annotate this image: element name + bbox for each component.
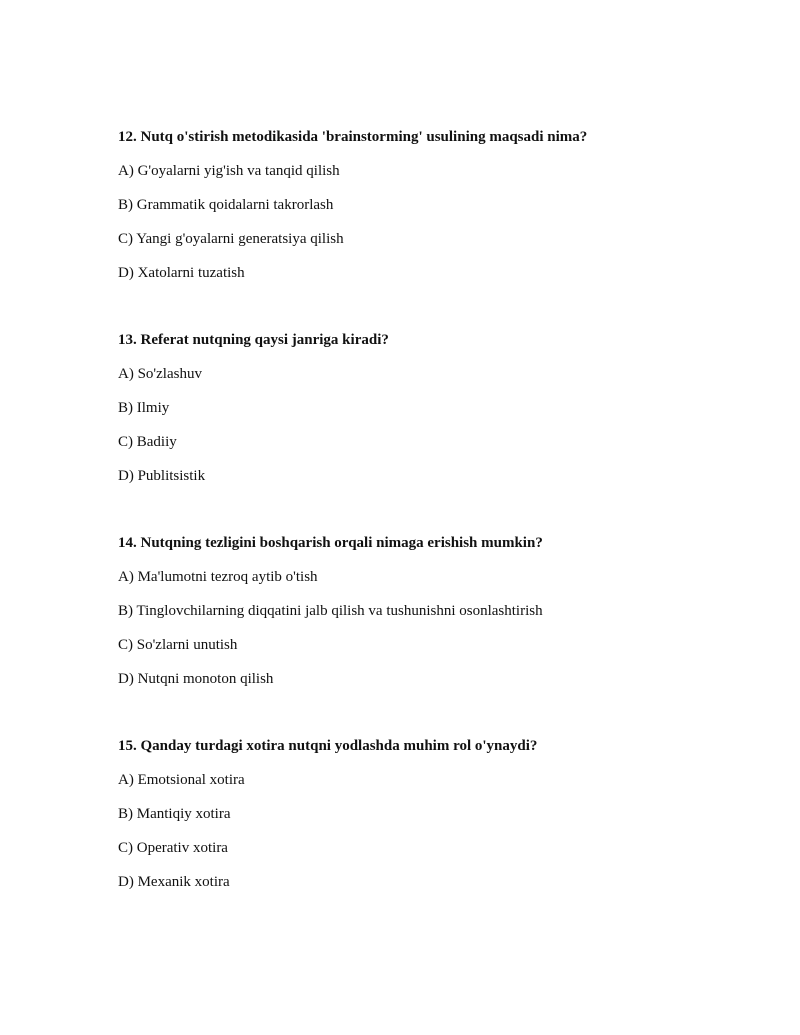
- question-12: [118, 127, 758, 297]
- option-d: D) Mexanik xotira: [118, 874, 230, 890]
- option-a: A) So'zlashuv: [118, 366, 202, 382]
- option-a: A) Emotsional xotira: [118, 772, 245, 788]
- question-text: 12. Nutq o'stirish metodikasida 'brainstorming' usulining maqsadi nima?: [118, 129, 588, 145]
- question-text: 13. Referat nutqning qaysi janriga kiradi?: [118, 332, 389, 348]
- question-14: [118, 533, 758, 703]
- option-c: C) Yangi g'oyalarni generatsiya qilish: [118, 231, 344, 247]
- option-c: C) So'zlarni unutish: [118, 637, 238, 653]
- option-b: B) Ilmiy: [118, 400, 170, 416]
- option-c: C) Badiiy: [118, 434, 177, 450]
- question-text: 15. Qanday turdagi xotira nutqni yodlashda muhim rol o'ynaydi?: [118, 738, 538, 754]
- option-a: A) G'oyalarni yig'ish va tanqid qilish: [118, 163, 340, 179]
- option-b: B) Grammatik qoidalarni takrorlash: [118, 197, 334, 213]
- option-d: D) Publitsistik: [118, 468, 206, 484]
- question-13: [118, 330, 758, 500]
- option-d: D) Nutqni monoton qilish: [118, 671, 274, 687]
- question-15: [118, 736, 758, 906]
- option-d: D) Xatolarni tuzatish: [118, 265, 245, 281]
- option-c: C) Operativ xotira: [118, 840, 228, 856]
- option-b: B) Tinglovchilarning diqqatini jalb qilish va tushunishni osonlashtirish: [118, 603, 543, 619]
- option-b: B) Mantiqiy xotira: [118, 806, 231, 822]
- option-a: A) Ma'lumotni tezroq aytib o'tish: [118, 569, 318, 585]
- question-text: 14. Nutqning tezligini boshqarish orqali nimaga erishish mumkin?: [118, 535, 543, 551]
